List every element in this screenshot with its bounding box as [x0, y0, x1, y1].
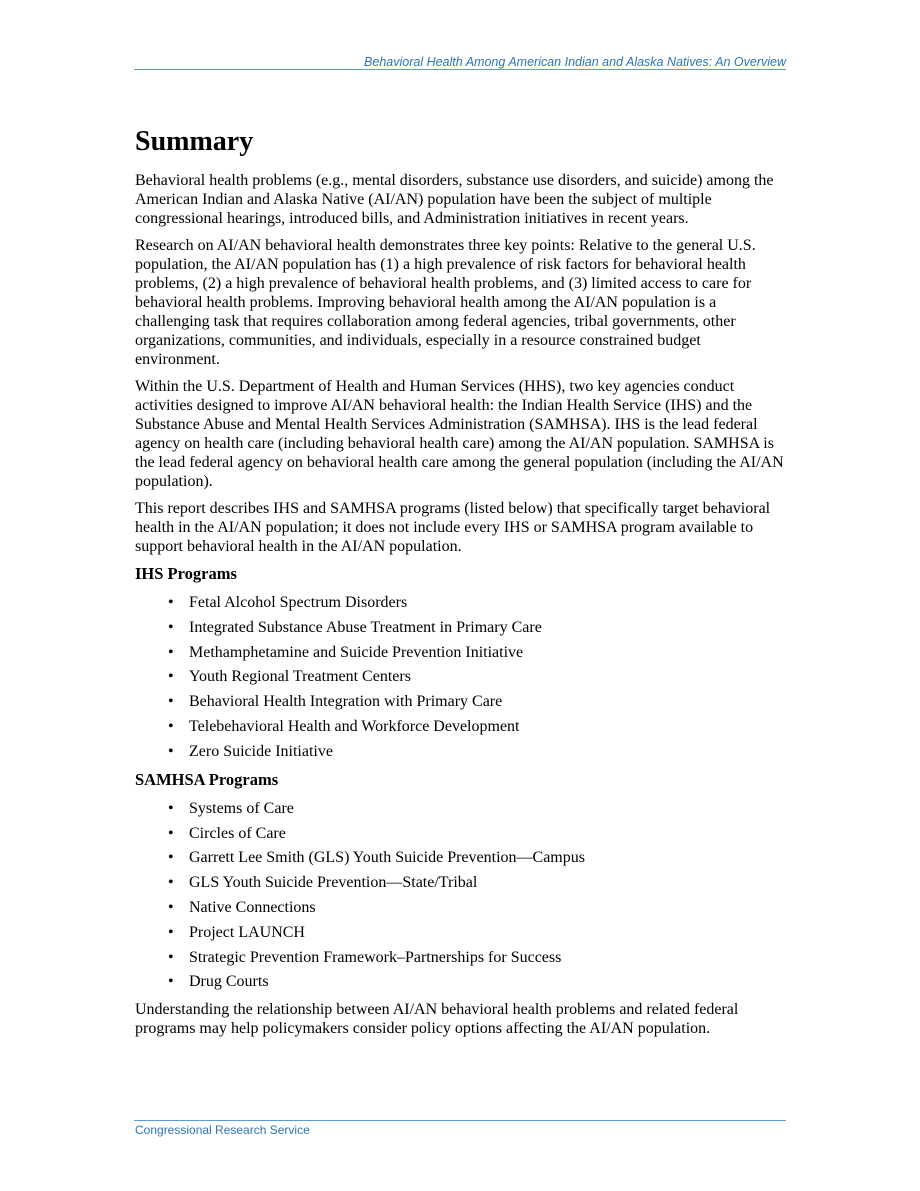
- header-rule: [134, 69, 786, 70]
- samhsa-programs-list: [135, 799, 785, 992]
- paragraph: Behavioral health problems (e.g., mental disorders, substance use disorders, and suicide) among the American Indian and Alaska Native (AI/AN) population have been the subject of multiple congressional hearings, introduced bills, and Administration initiatives in recent years.: [135, 172, 774, 227]
- running-header: Behavioral Health Among American Indian and Alaska Natives: An Overview: [364, 55, 786, 69]
- list-item: • Strategic Prevention Framework–Partnerships for Success: [135, 948, 785, 967]
- list-item: • Methamphetamine and Suicide Prevention Initiative: [135, 643, 785, 662]
- list-item: • Zero Suicide Initiative: [135, 742, 785, 761]
- samhsa-programs-heading: SAMHSA Programs: [135, 769, 279, 789]
- list-item: • Integrated Substance Abuse Treatment in Primary Care: [135, 618, 785, 637]
- list-item: • Telebehavioral Health and Workforce Development: [135, 717, 785, 736]
- list-item: • Garrett Lee Smith (GLS) Youth Suicide Prevention—Campus: [135, 848, 785, 867]
- list-item: • Systems of Care: [135, 799, 785, 818]
- page-content: [135, 124, 785, 1046]
- list-item: • Behavioral Health Integration with Primary Care: [135, 692, 785, 711]
- list-item: • GLS Youth Suicide Prevention—State/Tribal: [135, 873, 785, 892]
- list-item: • Drug Courts: [135, 972, 785, 991]
- list-item: • Youth Regional Treatment Centers: [135, 667, 785, 686]
- list-item: • Circles of Care: [135, 824, 785, 843]
- ihs-programs-heading: IHS Programs: [135, 564, 237, 583]
- paragraph: Research on AI/AN behavioral health demonstrates three key points: Relative to the general U.S. population, the AI/AN population has (1) a high prevalence of risk factors for behavioral health problems, (2) a high prevalence of behavioral health problems, and (3) limited access to care for behavioral health problems. Improving behavioral health among the AI/AN population is a challenging task that requires collaboration among federal agencies, tribal governments, other organizations, communities, and individuals, especially in a resource constrained budget environment.: [135, 237, 756, 368]
- page-title: Summary: [135, 126, 254, 157]
- footer-publisher: Congressional Research Service: [135, 1123, 310, 1137]
- paragraph: This report describes IHS and SAMHSA programs (listed below) that specifically target behavioral health in the AI/AN population; it does not include every IHS or SAMHSA program available to support behavioral health in the AI/AN population.: [135, 500, 771, 555]
- closing-paragraph: Understanding the relationship between AI/AN behavioral health problems and related federal programs may help policymakers consider policy options affecting the AI/AN population.: [135, 1001, 739, 1038]
- list-item: • Project LAUNCH: [135, 923, 785, 942]
- ihs-programs-list: [135, 593, 785, 761]
- list-item: • Native Connections: [135, 898, 785, 917]
- footer-rule: [134, 1120, 786, 1121]
- list-item: • Fetal Alcohol Spectrum Disorders: [135, 593, 785, 612]
- paragraph: Within the U.S. Department of Health and Human Services (HHS), two key agencies conduct activities designed to improve AI/AN behavioral health: the Indian Health Service (IHS) and the Substance Abuse and Mental Health Services Administration (SAMHSA). IHS is the lead federal agency on health care (including behavioral health care) among the AI/AN population. SAMHSA is the lead federal agency on behavioral health care among the general population (including the AI/AN population).: [135, 378, 784, 490]
